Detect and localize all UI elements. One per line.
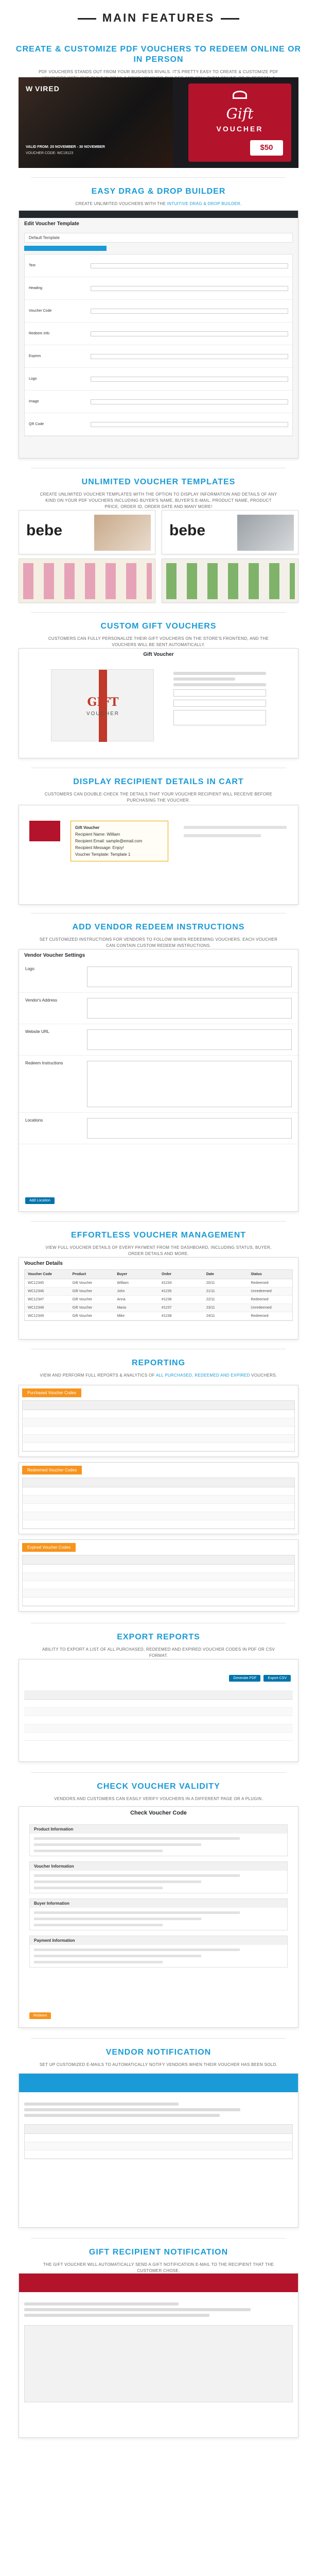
section-export xyxy=(0,1632,317,1659)
table-row xyxy=(24,1716,293,1724)
info-line xyxy=(34,1918,201,1920)
table-row xyxy=(23,1581,294,1589)
section-templates xyxy=(0,477,317,510)
table-row xyxy=(23,1496,294,1504)
template-name: Default Template xyxy=(29,235,60,240)
info-line xyxy=(34,1961,163,1963)
section-description: ABILITY TO EXPORT A LIST OF ALL PURCHASED, REDEEMED AND EXPIRED VOUCHER CODES IN PDF OR CSV FORMAT. xyxy=(42,1647,275,1658)
email-line xyxy=(24,2108,240,2111)
table-cell: #1234 xyxy=(162,1281,172,1285)
info-block-title: Product Information xyxy=(30,1825,287,1834)
section-title: GIFT RECIPIENT NOTIFICATION xyxy=(89,2248,228,2257)
table-row xyxy=(23,1565,294,1573)
recipient-detail: Voucher Template: Template 1 xyxy=(75,852,131,857)
desc-highlight: INTUITIVE DRAG & DROP BUILDER xyxy=(167,201,241,206)
recipient-detail: Recipient Email: sample@email.com xyxy=(75,839,143,843)
info-block-title: Payment Information xyxy=(30,1936,287,1945)
desc-part: . xyxy=(240,201,242,206)
screen-title: Check Voucher Code xyxy=(130,1810,187,1816)
info-line xyxy=(34,1880,201,1883)
screen-title: Voucher Details xyxy=(24,1261,63,1266)
email-table xyxy=(24,2124,293,2159)
vendor-field-row xyxy=(19,1024,298,1056)
email-table-head xyxy=(25,2125,292,2134)
section-description: CREATE UNLIMITED VOUCHER TEMPLATES WITH THE OPTION TO DISPLAY INFORMATION AND DETAILS OF ANY KIND ON YOUR PDF VOUCHERS INCLUDING BUYER'S NAME, BUYER'S E-MAIL, PRODUCT NAME, PRODUCT PRICE, ORDER ID, ORDER DATE AND MANY MORE! xyxy=(40,492,277,509)
section-title: DISPLAY RECIPIENT DETAILS IN CART xyxy=(73,777,244,786)
redeem-wrap xyxy=(29,2010,51,2019)
builder-row-label: Logo xyxy=(29,377,37,381)
bow-icon xyxy=(233,91,247,99)
builder-row[interactable] xyxy=(25,277,292,300)
section-description: SET UP CUSTOMIZED E-MAILS TO AUTOMATICALLY NOTIFY VENDORS WHEN THEIR VOUCHER HAS BEEN SOLD. xyxy=(39,2062,278,2067)
section-description xyxy=(38,201,279,207)
table-row[interactable] xyxy=(25,1296,292,1304)
template-image xyxy=(23,563,152,599)
section-title: VENDOR NOTIFICATION xyxy=(105,2048,212,2057)
section-recipient-notification xyxy=(0,2247,317,2274)
template-card[interactable] xyxy=(19,510,155,554)
builder-row[interactable] xyxy=(25,323,292,345)
table-cell: WC12345 xyxy=(28,1281,44,1285)
recipient-detail: Gift Voucher xyxy=(75,825,100,830)
divider xyxy=(31,1772,286,1773)
vendor-field-row xyxy=(19,993,298,1024)
builder-row-field[interactable] xyxy=(91,263,288,268)
table-cell: WC12347 xyxy=(28,1298,44,1301)
builder-row[interactable] xyxy=(25,255,292,277)
section-description: PDF VOUCHERS STANDS OUT FROM YOUR BUSINESS RIVALS. IT'S PRETTY EASY TO CREATE & CUSTOMIZE PDF xyxy=(39,70,278,74)
table-cell: Redeemed xyxy=(251,1314,269,1318)
table-row xyxy=(24,1700,293,1708)
email-line xyxy=(24,2103,179,2106)
column-header[interactable]: Buyer xyxy=(117,1273,128,1276)
info-line xyxy=(34,1911,240,1914)
recipient-details-box xyxy=(71,821,168,861)
section-description xyxy=(38,1372,279,1379)
table-cell: 20/11 xyxy=(206,1281,215,1285)
email-line xyxy=(24,2302,179,2306)
export-screenshot xyxy=(19,1659,298,1762)
vendor-field-label: Vendor's Address xyxy=(25,998,58,1003)
section-description: VENDORS AND CUSTOMERS CAN EASILY VERIFY VOUCHERS IN A DIFFERENT PAGE OR A PLUGIN. xyxy=(54,1797,263,1801)
section-title: EFFORTLESS VOUCHER MANAGEMENT xyxy=(71,1231,246,1240)
email-header xyxy=(19,2274,298,2292)
builder-row-field[interactable] xyxy=(91,331,288,336)
section-vendor-notification xyxy=(0,2047,317,2068)
table-cell: WC12346 xyxy=(28,1290,44,1293)
generate-pdf-button[interactable]: Generate PDF xyxy=(229,1675,260,1682)
info-line xyxy=(34,1924,163,1926)
info-line xyxy=(34,1843,201,1846)
table-header xyxy=(25,1270,292,1279)
info-block xyxy=(29,1824,288,1856)
table-row xyxy=(23,1520,294,1529)
banner-gift-panel xyxy=(188,83,291,162)
section-title: CHECK VOUCHER VALIDITY xyxy=(97,1782,220,1791)
vendor-field-row xyxy=(19,1113,298,1144)
report-table xyxy=(22,1400,295,1452)
section-title: UNLIMITED VOUCHER TEMPLATES xyxy=(81,478,236,486)
table-cell: 22/11 xyxy=(206,1298,215,1301)
table-row xyxy=(23,1573,294,1581)
table-cell: #1238 xyxy=(162,1314,172,1318)
table-row xyxy=(23,1418,294,1427)
section-voucher-management xyxy=(0,1230,317,1257)
vendor-field-input[interactable] xyxy=(87,998,292,1019)
vendor-field-label: Redeem Instructions xyxy=(25,1061,63,1065)
builder-row-field[interactable] xyxy=(91,422,288,427)
info-line xyxy=(34,1887,163,1889)
vendor-field-input[interactable] xyxy=(87,1118,292,1139)
vendor-field-input[interactable] xyxy=(87,1029,292,1050)
add-location-button[interactable]: Add Location xyxy=(25,1197,55,1204)
vendor-field-label: Website URL xyxy=(25,1029,49,1034)
table-row[interactable] xyxy=(25,1279,292,1287)
builder-screenshot xyxy=(19,210,298,459)
builder-row-field[interactable] xyxy=(91,354,288,359)
builder-toolbar xyxy=(24,246,107,251)
table-cell: Gift Voucher xyxy=(72,1298,93,1301)
section-description: VIEW FULL VOUCHER DETAILS OF EVERY PAYMENT FROM THE DASHBOARD, INCLUDING STATUS, BUYER, ORDER DETAILS AND MORE. xyxy=(45,1245,272,1256)
table-row xyxy=(23,1504,294,1512)
report-table xyxy=(22,1555,295,1606)
vendor-fields xyxy=(19,961,298,1144)
divider xyxy=(31,612,286,613)
recipient-detail: Recipient Message: Enjoy! xyxy=(75,845,124,850)
table-row xyxy=(23,1443,294,1451)
section-title: CUSTOM GIFT VOUCHERS xyxy=(100,622,217,631)
builder-row-field[interactable] xyxy=(91,399,288,404)
table-cell: Unredeemed xyxy=(251,1290,272,1293)
divider xyxy=(31,177,286,178)
email-line xyxy=(24,2114,220,2117)
recipient-email-screenshot xyxy=(19,2273,298,2438)
info-block xyxy=(29,1861,288,1893)
report-tab[interactable]: Redeemed Voucher Codes xyxy=(22,1466,82,1475)
gift-voucher-screenshot xyxy=(19,648,298,758)
form-field[interactable] xyxy=(173,710,266,725)
template-brand: bebe xyxy=(26,522,63,539)
divider xyxy=(31,2238,286,2239)
form-line xyxy=(173,677,235,681)
section-reporting xyxy=(0,1358,317,1379)
template-image xyxy=(166,563,295,599)
table-row xyxy=(23,1410,294,1418)
table-cell: Anna xyxy=(117,1298,126,1301)
table-row[interactable] xyxy=(25,1287,292,1296)
builder-row[interactable] xyxy=(25,391,292,413)
builder-row-label: Text xyxy=(29,264,36,267)
table-cell: Gift Voucher xyxy=(72,1290,93,1293)
email-line xyxy=(24,2308,251,2311)
vendor-email-screenshot xyxy=(19,2073,298,2228)
form-line xyxy=(173,672,266,675)
builder-row-field[interactable] xyxy=(91,377,288,382)
gift-card-voucher-word: VOUCHER xyxy=(86,711,119,717)
builder-row[interactable] xyxy=(25,413,292,436)
table-row[interactable] xyxy=(25,1304,292,1312)
recipient-detail: Recipient Name: William xyxy=(75,832,120,837)
section-title: ADD VENDOR REDEEM INSTRUCTIONS xyxy=(72,923,245,931)
table-row xyxy=(25,2134,292,2142)
report-tab[interactable]: Purchased Voucher Codes xyxy=(22,1388,81,1397)
divider xyxy=(31,2038,286,2039)
table-row xyxy=(25,2150,292,2159)
table-cell: William xyxy=(117,1281,129,1285)
report-table-head xyxy=(23,1401,294,1410)
table-cell: Gift Voucher xyxy=(72,1281,93,1285)
column-header[interactable]: Voucher Code xyxy=(28,1273,52,1276)
section-title: EXPORT REPORTS xyxy=(117,1633,200,1641)
vendor-field-label: Locations xyxy=(25,1118,43,1123)
form-field[interactable] xyxy=(173,700,266,707)
voucher-word: VOUCHER xyxy=(216,125,263,133)
template-image xyxy=(94,515,151,551)
info-block-title: Voucher Information xyxy=(30,1862,287,1871)
table-row xyxy=(24,1708,293,1716)
table-cell: Redeemed xyxy=(251,1298,269,1301)
banner-brand: W VIRED xyxy=(26,84,60,93)
main-title-text: MAIN FEATURES xyxy=(102,11,215,24)
title-dash-right xyxy=(221,18,239,20)
report-card xyxy=(19,1539,298,1612)
redeem-button[interactable]: Redeem xyxy=(29,2012,51,2019)
price-badge: $50 xyxy=(250,140,283,156)
email-header xyxy=(19,2074,298,2092)
builder-row[interactable] xyxy=(25,345,292,368)
table-cell: 24/11 xyxy=(206,1314,215,1318)
table-row xyxy=(25,2142,292,2150)
add-location-wrap xyxy=(25,1195,55,1204)
report-table-head xyxy=(23,1555,294,1565)
voucher-management-screenshot xyxy=(19,1257,298,1340)
check-voucher-screenshot xyxy=(19,1806,298,2028)
section-gift-vouchers xyxy=(0,621,317,648)
table-cell: #1237 xyxy=(162,1306,172,1310)
vendor-field-row xyxy=(19,961,298,993)
template-brand: bebe xyxy=(169,522,206,539)
gift-card-gift-word: GIFT xyxy=(87,696,119,709)
table-row xyxy=(23,1598,294,1606)
desc-part: CREATE UNLIMITED VOUCHERS WITH THE xyxy=(75,201,167,206)
builder-row[interactable] xyxy=(25,300,292,323)
builder-row-label: Redeem Info xyxy=(29,332,50,335)
export-filters xyxy=(229,1675,291,1682)
table-cell: #1236 xyxy=(162,1298,172,1301)
info-line xyxy=(34,1837,240,1840)
gift-form xyxy=(168,669,271,728)
admin-bar xyxy=(19,211,298,218)
builder-row-label: Expires xyxy=(29,354,41,358)
reports-stack xyxy=(19,1385,298,1617)
desc-highlight: ALL PURCHASED, REDEEMED AND EXPIRED xyxy=(155,1373,250,1378)
table-cell: Gift Voucher xyxy=(72,1314,93,1318)
export-list xyxy=(24,1690,293,1741)
template-name-box xyxy=(24,233,293,243)
info-line xyxy=(34,1850,163,1852)
gift-card xyxy=(51,669,154,741)
builder-fields xyxy=(24,254,293,436)
report-table xyxy=(22,1478,295,1529)
email-voucher-preview xyxy=(24,2325,293,2402)
banner-code-text: VOUCHER CODE: WC19123 xyxy=(26,151,74,155)
table-row[interactable] xyxy=(25,1312,292,1320)
section-description: SET CUSTOMIZED INSTRUCTIONS FOR VENDORS TO FOLLOW WHEN REDEEMING VOUCHERS. EACH VOUCHER CAN CONTAIN CUSTOM REDEEM INSTRUCTIONS. xyxy=(39,937,278,948)
vendor-field-label: Logo xyxy=(25,967,34,971)
email-line xyxy=(24,2314,209,2317)
info-block xyxy=(29,1899,288,1930)
cart-screenshot xyxy=(19,805,298,905)
cart-thumb xyxy=(29,821,60,841)
cart-line xyxy=(184,826,287,829)
report-table-head xyxy=(23,1478,294,1487)
template-card[interactable] xyxy=(19,558,155,603)
table-row xyxy=(23,1512,294,1520)
report-card xyxy=(19,1385,298,1457)
form-line xyxy=(173,683,266,686)
section-description: CUSTOMERS CAN DOUBLE-CHECK THE DETAILS THAT YOUR VOUCHER RECIPIENT WILL RECEIVE BEFORE PURCHASING THE VOUCHER. xyxy=(44,792,273,803)
builder-row-field[interactable] xyxy=(91,286,288,291)
divider xyxy=(31,1221,286,1222)
export-csv-button[interactable]: Export CSV xyxy=(263,1675,291,1682)
table-row xyxy=(23,1427,294,1435)
info-line xyxy=(34,1948,240,1951)
product-title: Gift Voucher xyxy=(143,652,174,657)
column-header[interactable]: Product xyxy=(72,1273,86,1276)
section-cart-details xyxy=(0,777,317,804)
builder-row-label: Image xyxy=(29,400,39,403)
vendor-settings-screenshot xyxy=(19,949,298,1212)
voucher-table xyxy=(24,1269,293,1321)
info-block-title: Buyer Information xyxy=(30,1899,287,1908)
table-cell: Redeemed xyxy=(251,1281,269,1285)
section-drag-drop xyxy=(0,187,317,207)
info-line xyxy=(34,1955,201,1957)
desc-part: VIEW AND PERFORM FULL REPORTS & ANALYTICS OF xyxy=(40,1373,156,1378)
vendor-field-input[interactable] xyxy=(87,967,292,987)
export-list-head xyxy=(24,1690,293,1700)
vendor-field-row xyxy=(19,1056,298,1113)
template-card[interactable] xyxy=(162,510,298,554)
builder-row-label: QR Code xyxy=(29,422,44,426)
column-header[interactable]: Date xyxy=(206,1273,214,1276)
builder-row[interactable] xyxy=(25,368,292,391)
builder-row-label: Voucher Code xyxy=(29,309,52,313)
report-card xyxy=(19,1462,298,1534)
template-card[interactable] xyxy=(162,558,298,603)
table-row xyxy=(24,1724,293,1733)
vendor-field-input[interactable] xyxy=(87,1061,292,1107)
info-block xyxy=(29,1936,288,1968)
table-cell: 23/11 xyxy=(206,1306,215,1310)
templates-grid xyxy=(19,510,298,603)
voucher-banner xyxy=(19,77,298,168)
voucher-info-blocks xyxy=(19,1824,298,1968)
section-description: THE GIFT VOUCHER WILL AUTOMATICALLY SEND A GIFT NOTIFICATION E-MAIL TO THE RECIPIENT THAT THE CUSTOMER CHOSE. xyxy=(43,2262,274,2273)
cart-line xyxy=(184,834,261,837)
table-cell: Unredeemed xyxy=(251,1306,272,1310)
screen-title: Edit Voucher Template xyxy=(24,221,79,227)
form-field[interactable] xyxy=(173,689,266,697)
table-row xyxy=(23,1487,294,1496)
info-line xyxy=(34,1874,240,1877)
builder-row-label: Heading xyxy=(29,286,43,290)
report-tab[interactable]: Expired Voucher Codes xyxy=(22,1543,76,1552)
builder-row-field[interactable] xyxy=(91,309,288,314)
column-header[interactable]: Status xyxy=(251,1273,262,1276)
gift-word: Gift xyxy=(226,105,254,122)
column-header[interactable]: Order xyxy=(162,1273,172,1276)
table-cell: 21/11 xyxy=(206,1290,215,1293)
section-description: CUSTOMERS CAN FULLY PERSONALIZE THEIR GIFT VOUCHERS ON THE STORE'S FRONTEND, AND THE VOUCHERS WILL BE SENT AUTOMATICALLY. xyxy=(48,636,269,647)
main-title xyxy=(0,11,317,30)
section-check-validity xyxy=(0,1782,317,1802)
table-row xyxy=(23,1435,294,1443)
section-redeem-instructions xyxy=(0,922,317,949)
table-row xyxy=(24,1733,293,1741)
screen-title: Vendor Voucher Settings xyxy=(24,953,85,958)
section-title: CREATE & CUSTOMIZE PDF VOUCHERS TO REDEEM ONLINE OR IN PERSON xyxy=(15,45,302,64)
table-cell: #1235 xyxy=(162,1290,172,1293)
table-cell: John xyxy=(117,1290,125,1293)
table-cell: WC12349 xyxy=(28,1314,44,1318)
title-dash-left xyxy=(78,18,96,20)
table-row xyxy=(23,1589,294,1598)
section-title: EASY DRAG & DROP BUILDER xyxy=(91,187,226,196)
table-cell: Mike xyxy=(117,1314,125,1318)
table-cell: Maria xyxy=(117,1306,126,1310)
banner-valid-text: VALID FROM: 20 NOVEMBER - 30 NOVEMBER xyxy=(26,145,105,149)
table-cell: Gift Voucher xyxy=(72,1306,93,1310)
desc-part: VOUCHERS. xyxy=(250,1373,277,1378)
template-image xyxy=(237,515,294,551)
section-title: REPORTING xyxy=(131,1359,186,1367)
table-cell: WC12348 xyxy=(28,1306,44,1310)
